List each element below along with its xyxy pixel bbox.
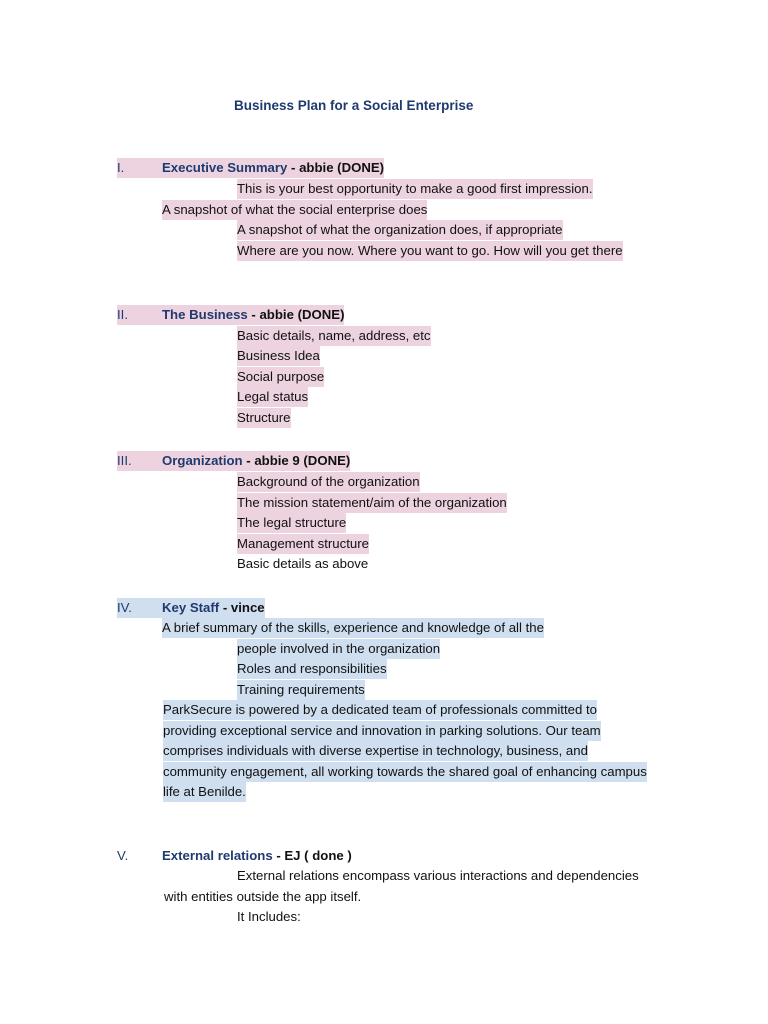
section-header-2 <box>162 305 344 325</box>
list-item: Business Idea <box>237 346 320 366</box>
section-owner-1: - abbie (DONE) <box>287 160 385 175</box>
paragraph-line: It Includes: <box>237 909 301 924</box>
paragraph-line: with entities outside the app itself. <box>164 889 362 904</box>
paragraph-line: External relations encompass various interactions and dependencies <box>237 868 639 883</box>
paragraph-line: ParkSecure is powered by a dedicated team of professionals committed to <box>163 700 597 720</box>
section-header-5 <box>162 846 352 866</box>
section-numeral-5: V. <box>117 848 129 863</box>
list-item: Basic details as above <box>237 556 369 571</box>
section-heading-4: Key Staff <box>162 600 220 615</box>
section-owner-4: - vince <box>219 600 265 615</box>
list-item: Roles and responsibilities <box>237 659 387 679</box>
paragraph-line: comprises individuals with diverse expertise in technology, business, and <box>163 741 588 761</box>
list-item: Social purpose <box>237 367 324 387</box>
section-owner-2: - abbie (DONE) <box>247 307 345 322</box>
section-owner-3: - abbie 9 (DONE) <box>242 453 351 468</box>
list-item: Structure <box>237 408 291 428</box>
section-numeral-3: III. <box>117 451 163 471</box>
section-header-1 <box>162 158 384 178</box>
section-owner-5: - EJ ( done ) <box>272 848 352 863</box>
paragraph-line: providing exceptional service and innovation in parking solutions. Our team <box>163 721 601 741</box>
list-item: people involved in the organization <box>237 639 440 659</box>
list-item: Basic details, name, address, etc <box>237 326 431 346</box>
paragraph-line: community engagement, all working towards the shared goal of enhancing campus <box>163 762 647 782</box>
section-numeral-4: IV. <box>117 598 163 618</box>
section-heading-1: Executive Summary <box>162 160 288 175</box>
list-item: A brief summary of the skills, experience and knowledge of all the <box>162 618 544 638</box>
list-item: Legal status <box>237 387 308 407</box>
list-item: Where are you now. Where you want to go. How will you get there <box>237 241 623 261</box>
list-item: The legal structure <box>237 513 346 533</box>
list-item: A snapshot of what the social enterprise does <box>162 200 427 220</box>
list-item: Management structure <box>237 534 369 554</box>
section-heading-3: Organization <box>162 453 243 468</box>
section-heading-5: External relations <box>162 848 273 863</box>
list-item: A snapshot of what the organization does, if appropriate <box>237 220 563 240</box>
list-item: The mission statement/aim of the organization <box>237 493 507 513</box>
section-numeral-2: II. <box>117 305 163 325</box>
section-header-4 <box>162 598 265 618</box>
paragraph-line: life at Benilde. <box>163 782 246 802</box>
document-title: Business Plan for a Social Enterprise <box>234 98 474 113</box>
section-numeral-1: I. <box>117 158 163 178</box>
list-item: Training requirements <box>237 680 365 700</box>
section-header-3 <box>162 451 350 471</box>
list-item: This is your best opportunity to make a good first impression. <box>237 179 593 199</box>
list-item: Background of the organization <box>237 472 420 492</box>
section-heading-2: The Business <box>162 307 248 322</box>
